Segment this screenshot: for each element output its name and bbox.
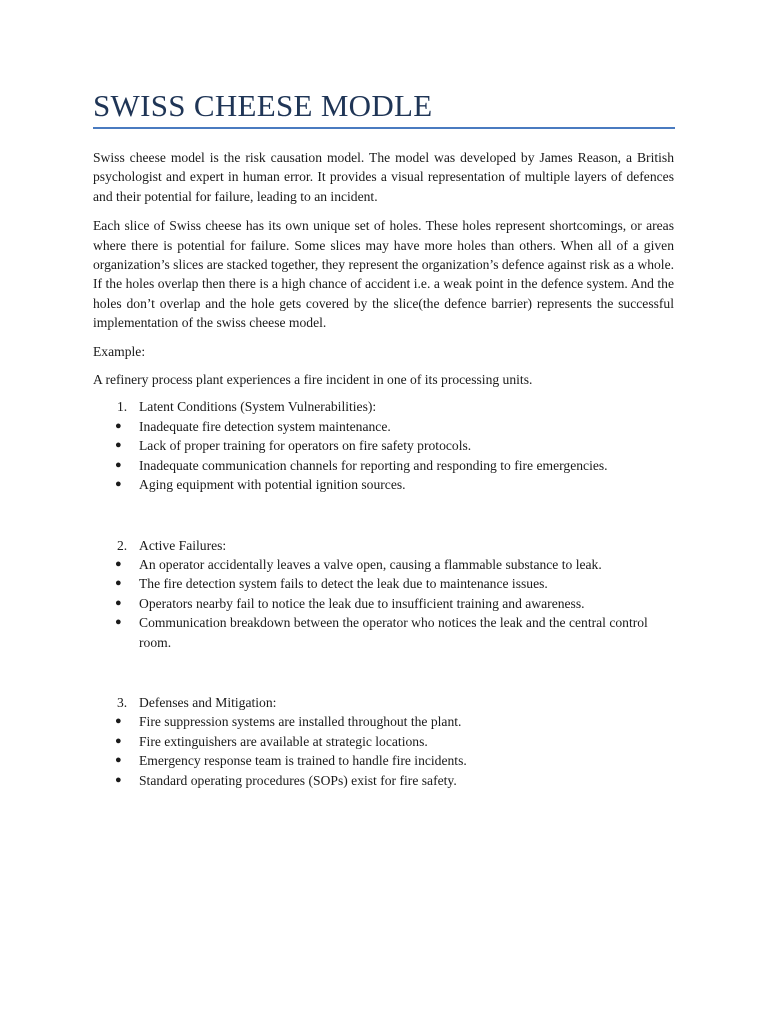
list-item-text: The fire detection system fails to detect the leak due to maintenance issues. <box>139 576 548 592</box>
section-heading <box>93 693 674 712</box>
section-heading <box>93 397 674 416</box>
document-body <box>93 148 674 790</box>
intro-paragraph: Swiss cheese model is the risk causation model. The model was developed by James Reason, a British psychologist and expert in human error. It provides a visual representation of multiple layers of defences and their potential for failure, leading to an incident. <box>93 150 674 204</box>
bullet-icon: ● <box>115 458 122 471</box>
list-item-text: Communication breakdown between the operator who notices the leak and the central control room. <box>139 615 648 650</box>
title-underline <box>93 127 675 129</box>
section-number: 1. <box>117 399 128 415</box>
section-heading-text: Active Failures: <box>139 537 227 553</box>
list-item <box>93 555 674 574</box>
explanation-paragraph: Each slice of Swiss cheese has its own unique set of holes. These holes represent shortcomings, or areas where there is potential for failure. Some slices may have more holes than others. When all of a given organization’s slices are stacked together, they represent the organization’s defence against risk as a whole. If the holes overlap then there is a high chance of accident i.e. a weak point in the defence system. And the holes don’t overlap and the hole gets covered by the slice(the defence barrier) represents the successful implementation of the swiss cheese model. <box>93 218 675 331</box>
section-heading-text: Defenses and Mitigation: <box>139 694 277 710</box>
bullet-list <box>93 555 674 652</box>
list-item-text: Emergency response team is trained to handle fire incidents. <box>139 753 467 769</box>
section-heading <box>93 536 674 555</box>
list-item <box>93 456 674 475</box>
bullet-icon: ● <box>115 754 122 767</box>
bullet-icon: ● <box>115 715 122 728</box>
bullet-icon: ● <box>115 596 122 609</box>
bullet-icon: ● <box>115 478 122 491</box>
bullet-icon: ● <box>115 419 122 432</box>
list-item <box>93 751 674 770</box>
list-item <box>93 417 674 436</box>
list-item-text: Lack of proper training for operators on fire safety protocols. <box>139 438 472 454</box>
list-item-text: Standard operating procedures (SOPs) exist for fire safety. <box>139 772 457 788</box>
list-item <box>93 613 674 652</box>
bullet-icon: ● <box>115 439 122 452</box>
bullet-icon: ● <box>115 577 122 590</box>
list-item-text: An operator accidentally leaves a valve open, causing a flammable substance to leak. <box>139 556 602 572</box>
section-number: 3. <box>117 694 128 710</box>
bullet-list <box>93 417 674 495</box>
list-item-text: Fire extinguishers are available at strategic locations. <box>139 733 428 749</box>
section-number: 2. <box>117 537 128 553</box>
bullet-icon: ● <box>115 616 122 629</box>
section-defenses-mitigation <box>93 693 674 790</box>
list-item-text: Inadequate communication channels for reporting and responding to fire emergencies. <box>139 457 608 473</box>
list-item-text: Aging equipment with potential ignition sources. <box>139 477 406 493</box>
list-item <box>93 712 674 731</box>
list-item-text: Inadequate fire detection system maintenance. <box>139 418 391 434</box>
list-item <box>93 436 674 455</box>
bullet-list <box>93 712 674 790</box>
section-heading-text: Latent Conditions (System Vulnerabilities): <box>139 399 377 415</box>
list-item <box>93 475 674 494</box>
list-item-text: Operators nearby fail to notice the leak due to insufficient training and awareness. <box>139 595 585 611</box>
list-item-text: Fire suppression systems are installed throughout the plant. <box>139 714 462 730</box>
list-item <box>93 594 674 613</box>
example-label: Example: <box>93 343 146 359</box>
list-item <box>93 732 674 751</box>
document-title: SWISS CHEESE MODLE <box>93 88 433 123</box>
example-scenario: A refinery process plant experiences a fire incident in one of its processing units. <box>93 372 533 388</box>
section-latent-conditions <box>93 397 674 494</box>
bullet-icon: ● <box>115 734 122 747</box>
bullet-icon: ● <box>115 557 122 570</box>
list-item <box>93 574 674 593</box>
bullet-icon: ● <box>115 773 122 786</box>
section-active-failures <box>93 536 674 652</box>
list-item <box>93 771 674 790</box>
